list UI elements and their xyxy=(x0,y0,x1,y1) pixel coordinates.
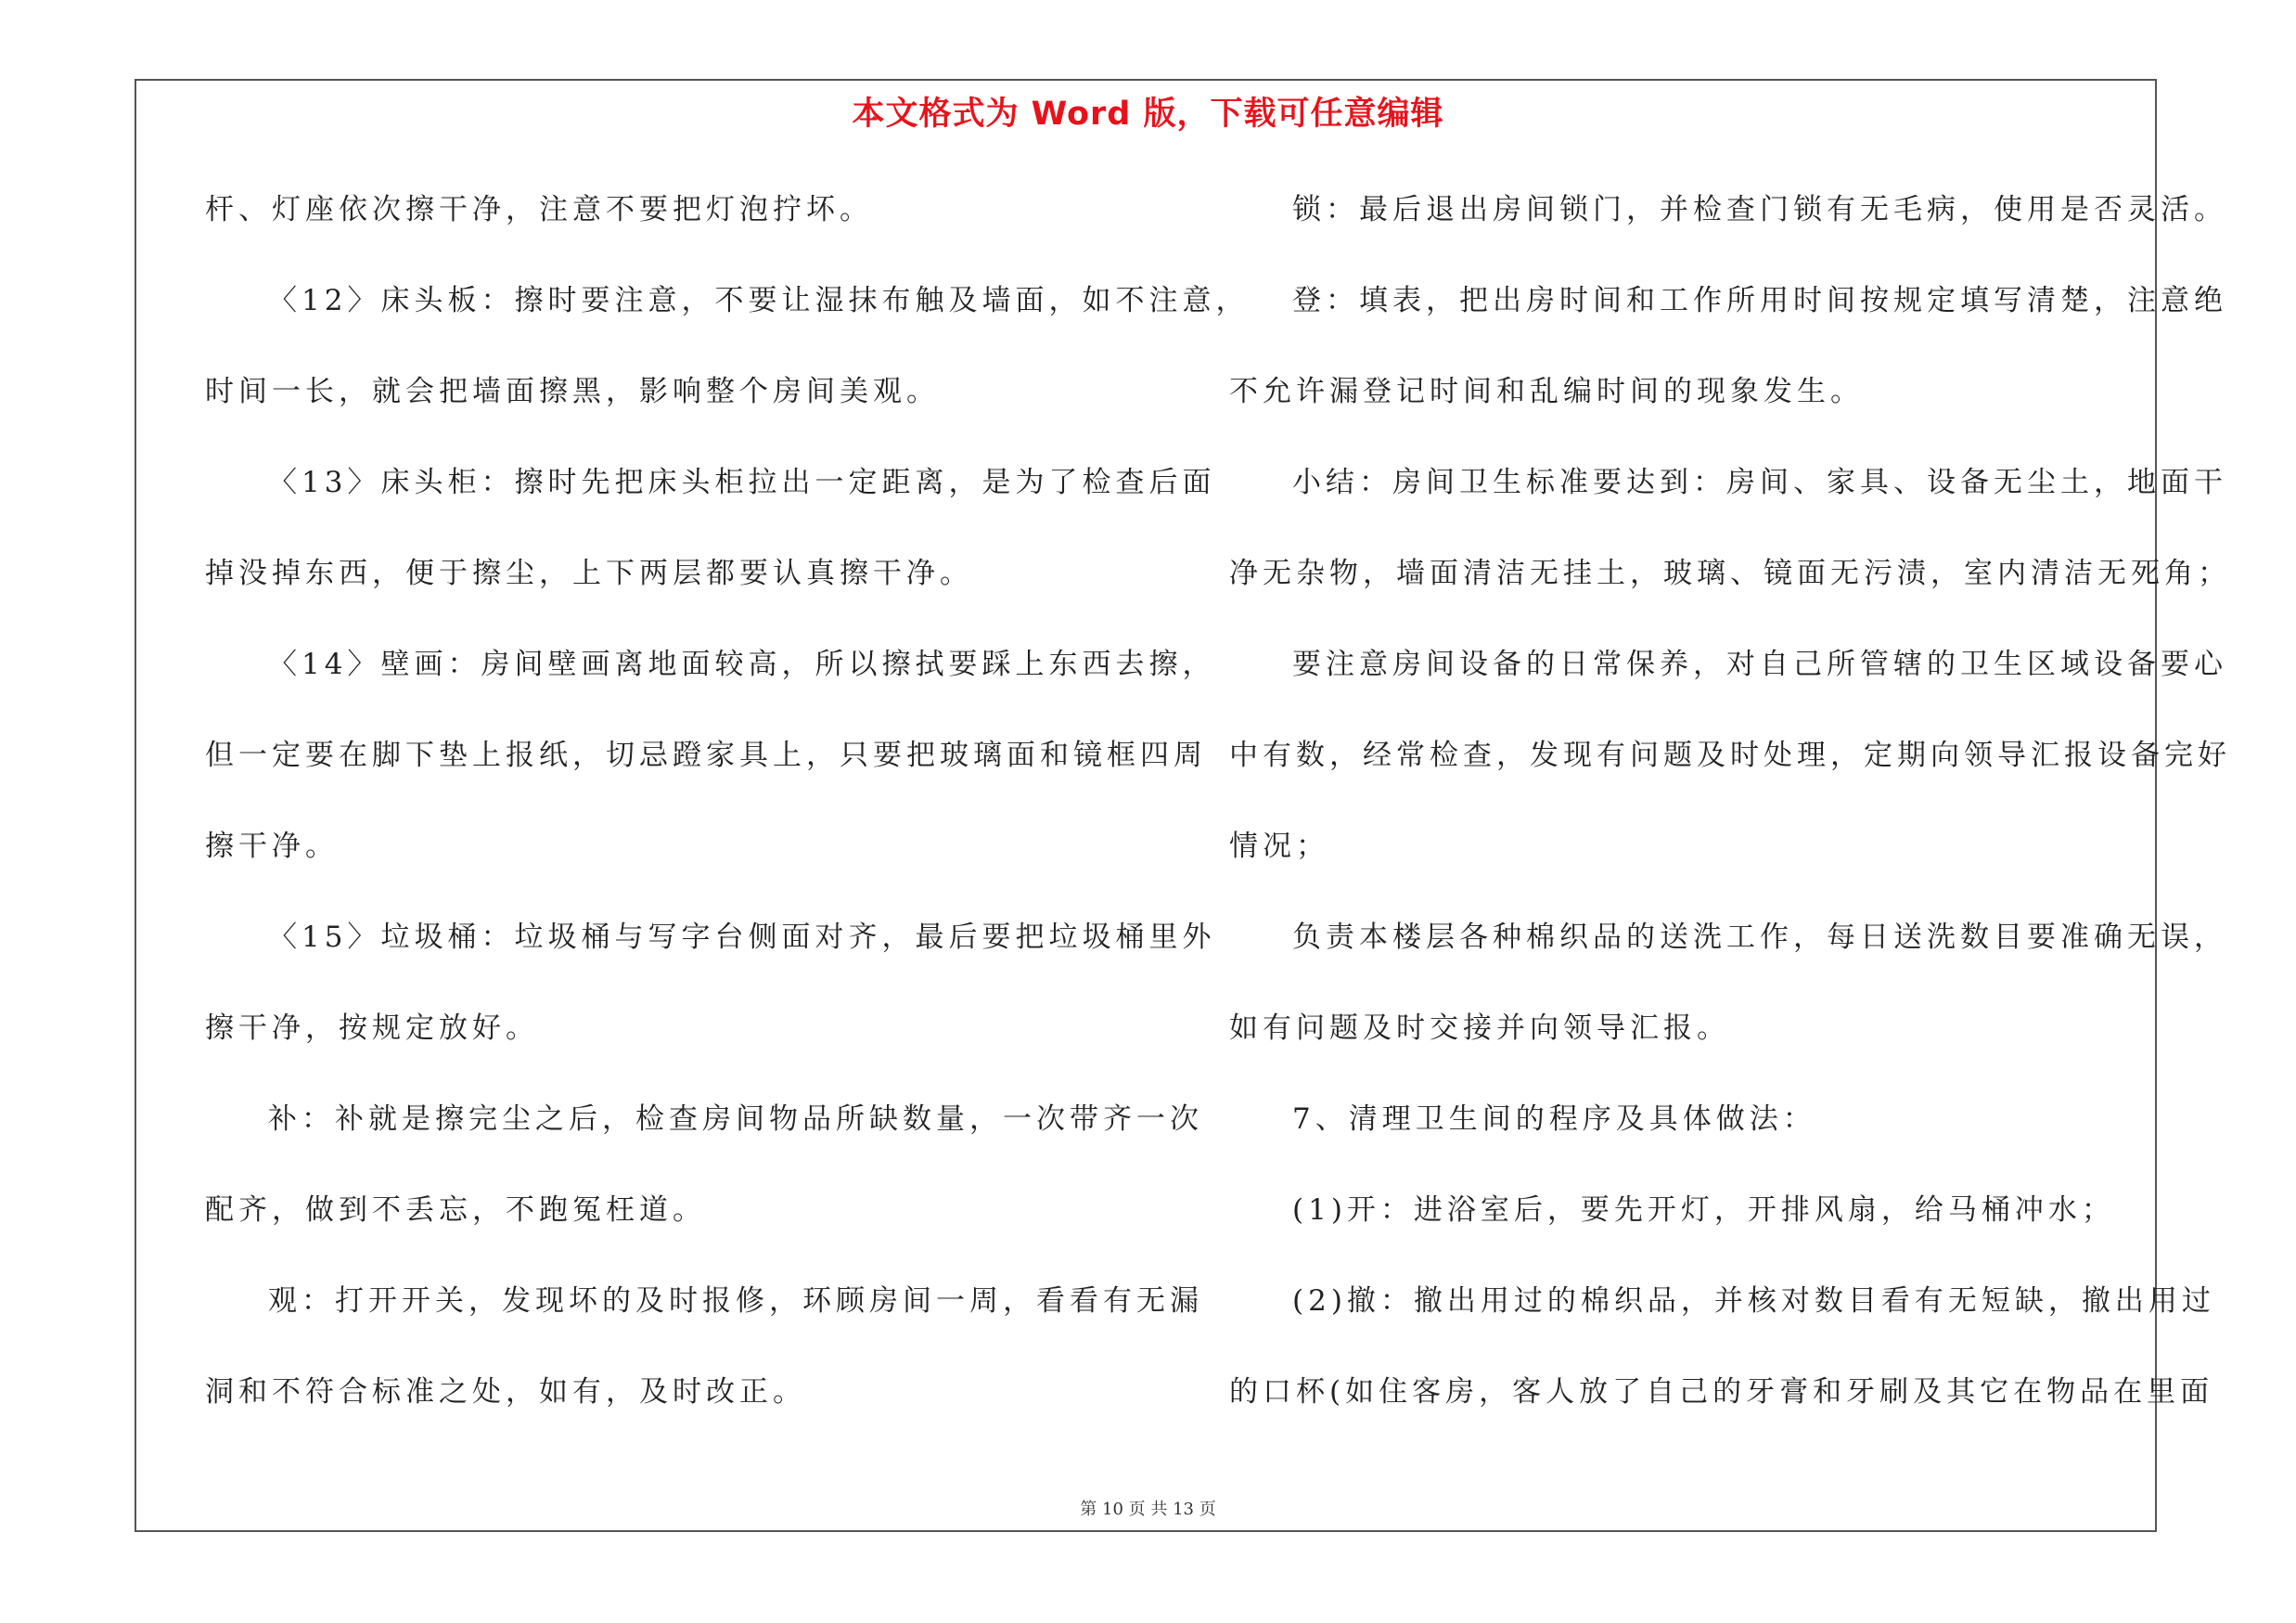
text-line: 掉没掉东西，便于擦尘，上下两层都要认真擦干净。 xyxy=(205,557,973,590)
text-line: 负责本楼层各种棉织品的送洗工作，每日送洗数目要准确无误， xyxy=(1292,921,2227,954)
text-line: 净无杂物，墙面清洁无挂土，玻璃、镜面无污渍，室内清洁无死角； xyxy=(1229,557,2231,590)
text-line: 观：打开开关，发现坏的及时报修，环顾房间一周，看看有无漏 xyxy=(268,1284,1203,1318)
text-line: 不允许漏登记时间和乱编时间的现象发生。 xyxy=(1229,375,1864,408)
text-line: 洞和不符合标准之处，如有，及时改正。 xyxy=(205,1375,806,1409)
document-header-title: 本文格式为 Word 版，下载可任意编辑 xyxy=(852,96,1444,133)
text-line: 杆、灯座依次擦干净，注意不要把灯泡拧坏。 xyxy=(205,193,873,226)
text-line: 时间一长，就会把墙面擦黑，影响整个房间美观。 xyxy=(205,375,940,408)
left-text-column xyxy=(205,187,1250,1461)
text-line: 〈15〉垃圾桶：垃圾桶与写字台侧面对齐，最后要把垃圾桶里外 xyxy=(268,921,1216,954)
text-line: 如有问题及时交接并向领导汇报。 xyxy=(1229,1011,1730,1045)
text-line: 擦干净，按规定放好。 xyxy=(205,1011,539,1045)
text-line: 中有数，经常检查，发现有问题及时处理，定期向领导汇报设备完好 xyxy=(1229,739,2231,772)
text-line: 配齐，做到不丢忘，不跑冤枉道。 xyxy=(205,1193,706,1227)
text-line: 7、清理卫生间的程序及具体做法： xyxy=(1292,1102,1816,1136)
right-text-column xyxy=(1229,187,2231,1461)
text-line: 锁：最后退出房间锁门，并检查门锁有无毛病，使用是否灵活。 xyxy=(1292,193,2227,226)
text-line: 〈14〉壁画：房间壁画离地面较高，所以擦拭要踩上东西去擦， xyxy=(268,648,1216,681)
text-line: 小结：房间卫生标准要达到：房间、家具、设备无尘土，地面干 xyxy=(1292,466,2227,499)
text-line: 情况； xyxy=(1229,830,1329,863)
text-line: (2)撤：撤出用过的棉织品，并核对数目看有无短缺，撤出用过 xyxy=(1292,1284,2215,1318)
page-number-footer: 第 10 页 共 13 页 xyxy=(1080,1500,1216,1519)
text-line: 的口杯(如住客房，客人放了自己的牙膏和牙刷及其它在物品在里面 xyxy=(1229,1375,2214,1409)
text-line: 〈12〉床头板：擦时要注意，不要让湿抹布触及墙面，如不注意， xyxy=(268,284,1250,317)
text-line: 擦干净。 xyxy=(205,830,339,863)
text-line: 但一定要在脚下垫上报纸，切忌蹬家具上，只要把玻璃面和镜框四周 xyxy=(205,739,1207,772)
text-line: 补：补就是擦完尘之后，检查房间物品所缺数量，一次带齐一次 xyxy=(268,1102,1203,1136)
text-line: 〈13〉床头柜：擦时先把床头柜拉出一定距离，是为了检查后面 xyxy=(268,466,1216,499)
text-line: 登：填表，把出房时间和工作所用时间按规定填写清楚，注意绝 xyxy=(1292,284,2227,317)
text-line: 要注意房间设备的日常保养，对自己所管辖的卫生区域设备要心 xyxy=(1292,648,2227,681)
text-line: (1)开：进浴室后，要先开灯，开排风扇，给马桶冲水； xyxy=(1292,1193,2115,1227)
